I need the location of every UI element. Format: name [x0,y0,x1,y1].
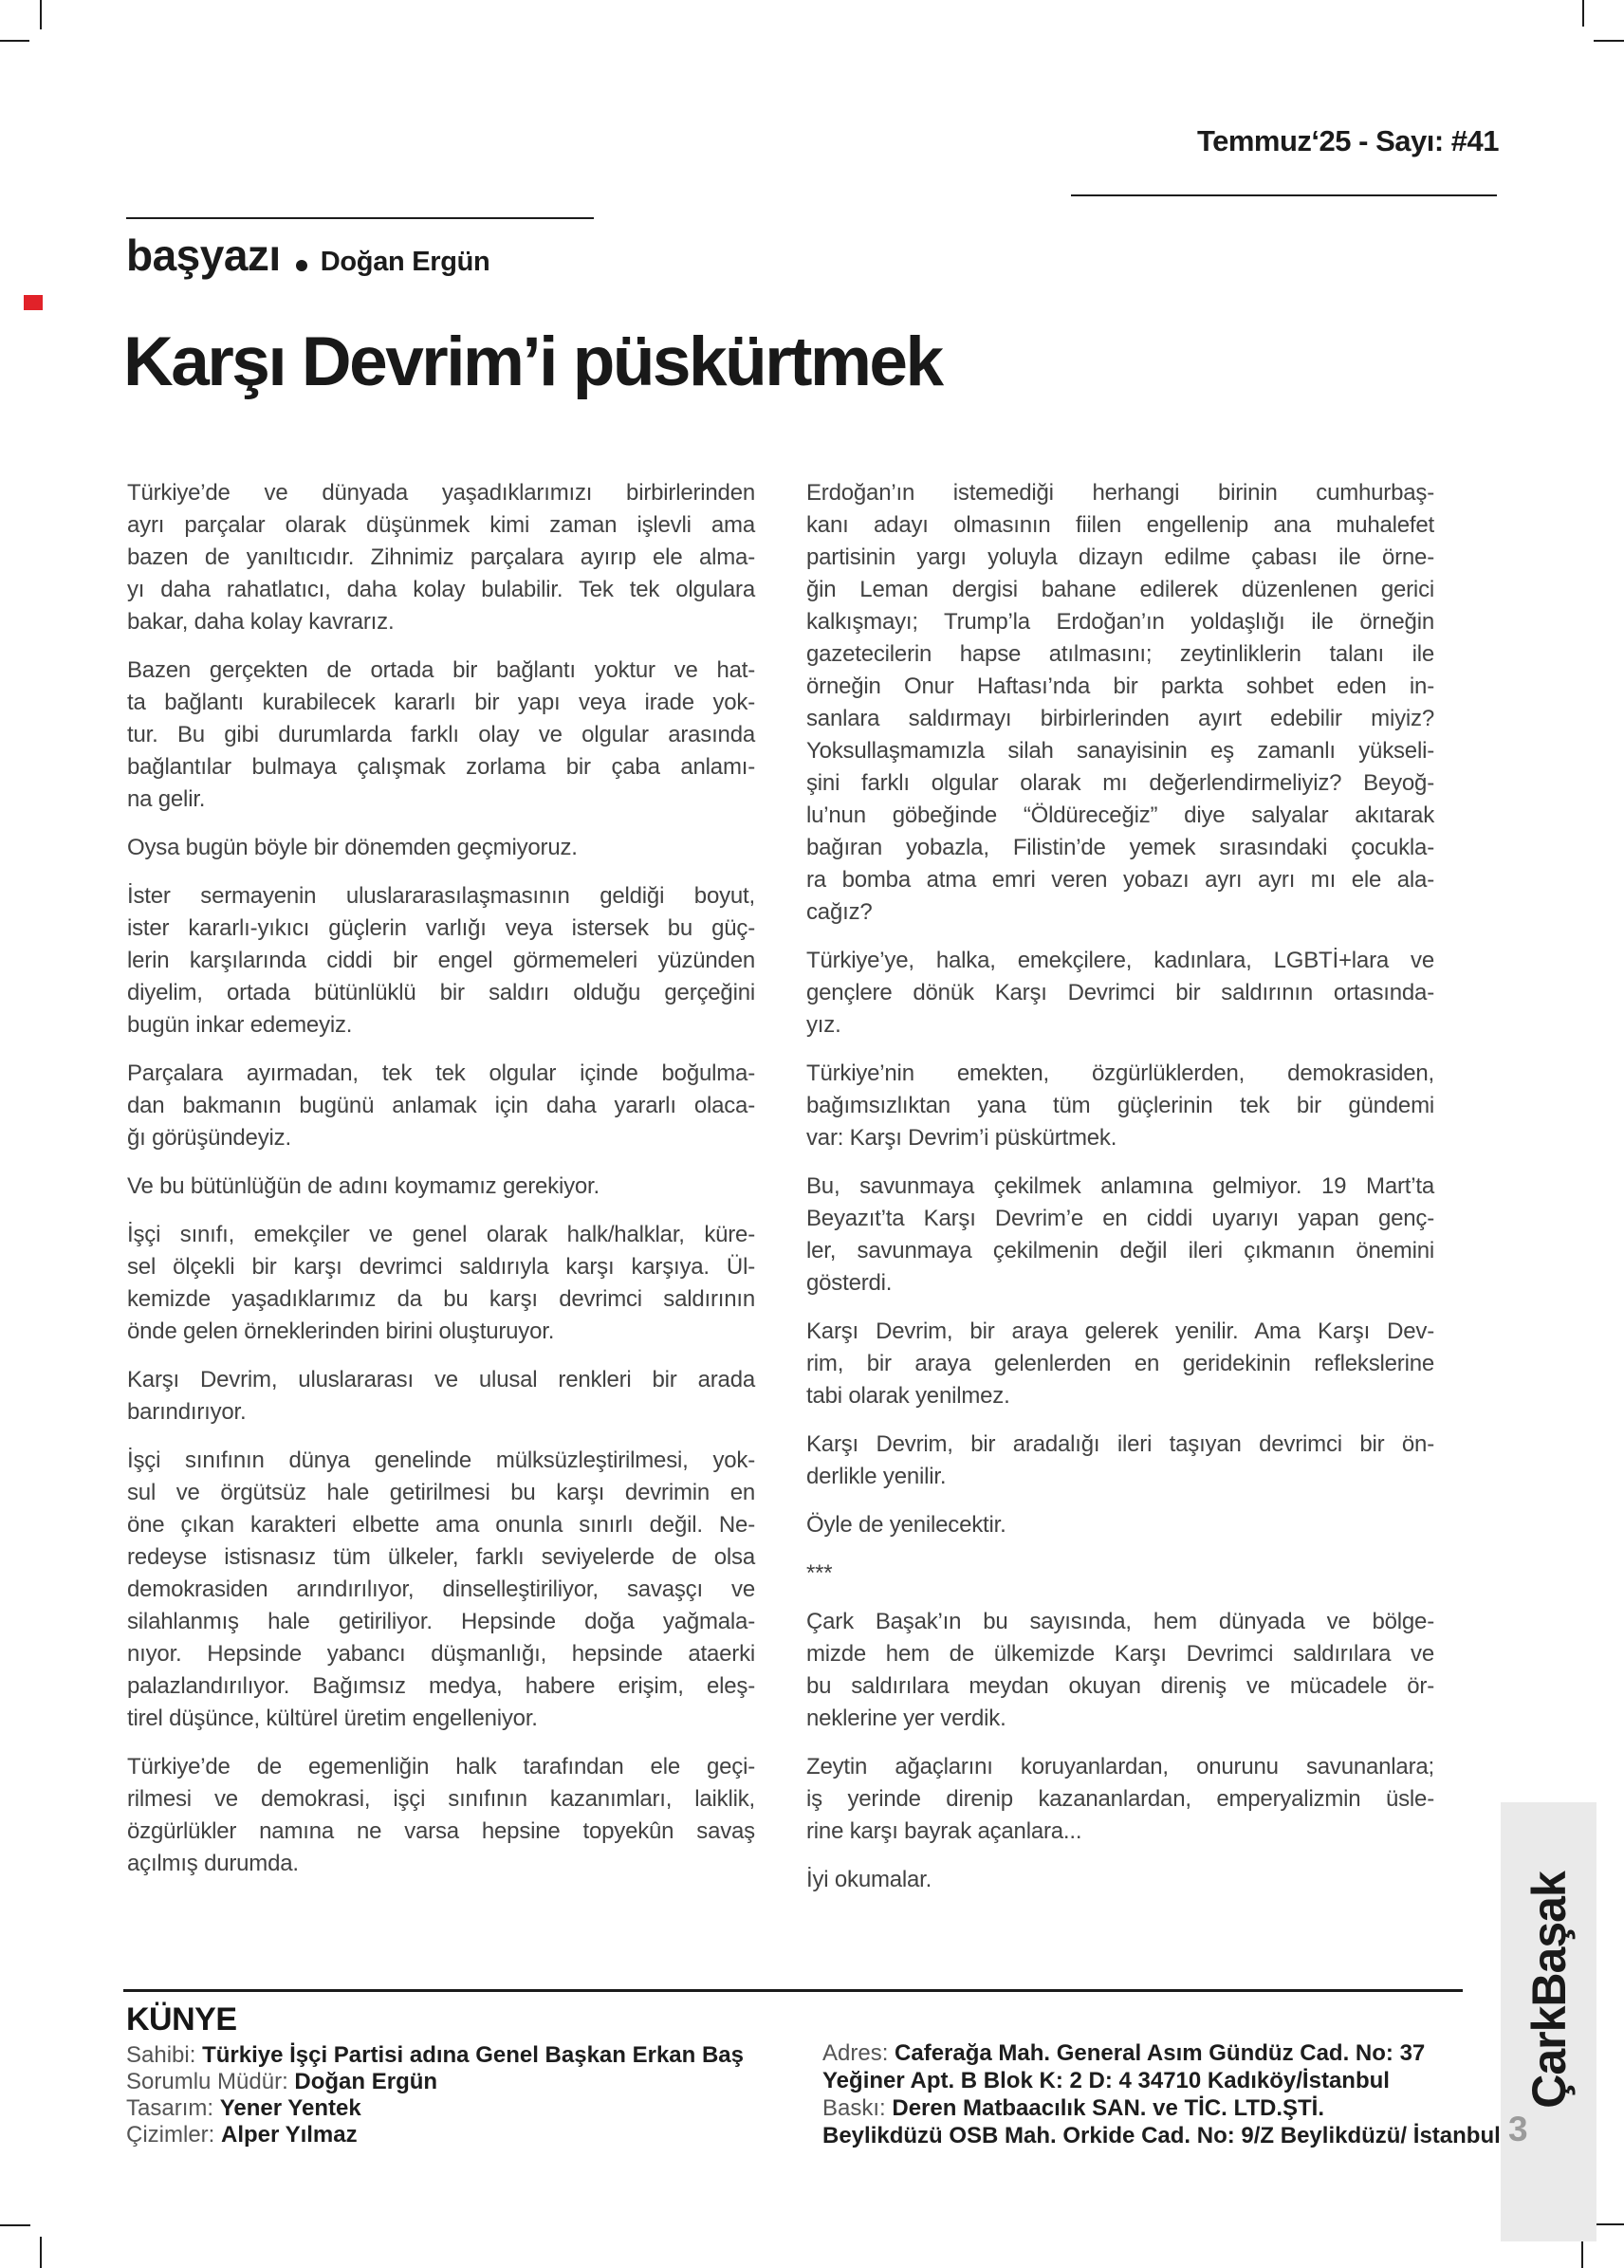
paragraph [806,1171,1434,1300]
credit-line [822,2094,1501,2122]
credit-label: Baskı: [822,2095,893,2121]
text-line: tabi olarak yenilmez. [806,1383,1010,1409]
paragraph [806,477,1434,929]
text-line: ta bağlantı kurabilecek kararlı bir yapı veya irade yok- [127,690,755,715]
issue-label: Temmuz‘25 - Sayı: #41 [1196,124,1499,157]
article-column-left [127,477,755,1912]
text-line: diyelim, ortada bütünlüklü bir saldırı olduğu gerçeğini [127,980,755,1005]
text-line: lerin karşılarında ciddi bir engel görmemeleri yüzünden [127,948,755,973]
credit-label: Sorumlu Müdür: [126,2069,295,2094]
paragraph [806,1058,1434,1154]
text-line: ister kararlı-yıkıcı güçlerin varlığı veya istersek bu güç- [127,915,755,941]
crop-mark-top-right-horizontal [1594,40,1624,42]
paragraph [127,1364,755,1429]
text-line: bu saldırılara meydan okuyan direniş ve mücadele ör- [806,1673,1434,1699]
text-line: bazen de yanıltıcıdır. Zihnimiz parçalara ayırıp ele alma- [127,544,755,570]
paragraph [127,1219,755,1348]
text-line: cağız? [806,899,873,925]
paragraph [127,1058,755,1154]
credit-line [126,2069,744,2095]
text-line: Bu, savunmaya çekilmek anlamına gelmiyor. 19 Mart’ta [806,1173,1434,1199]
text-line: Zeytin ağaçlarını koruyanlardan, onurunu savunanlara; [806,1754,1434,1779]
text-line: *** [806,1560,833,1586]
text-line: var: Karşı Devrim’i püskürtmek. [806,1125,1117,1151]
text-line: nıyor. Hepsinde yabancı düşmanlığı, hepsinde ataerki [127,1641,755,1667]
text-line: bakar, daha kolay kavrarız. [127,609,395,635]
text-line: kemizde yaşadıklarımız da bu karşı devrimci saldırının [127,1286,755,1312]
credit-value: Beylikdüzü OSB Mah. Orkide Cad. No: 9/Z Beylikdüzü/ İstanbul [822,2123,1501,2148]
text-line: kanı adayı olmasının fiilen engellenip ana muhalefet [806,512,1434,538]
credit-value: Yeğiner Apt. B Blok K: 2 D: 4 34710 Kadıköy/İstanbul [822,2068,1390,2093]
credit-line [126,2042,744,2069]
text-line: sanlara saldırmayı birbirlerinden ayırt edebilir miyiz? [806,706,1434,731]
text-line: İster sermayenin uluslararasılaşmasının geldiği boyut, [127,883,755,909]
page-number: 3 [1508,2110,1528,2148]
article-title: Karşı Devrim’i püskürtmek [123,323,942,400]
text-line: Oysa bugün böyle bir dönemden geçmiyoruz. [127,835,578,860]
credit-value: Caferağa Mah. General Asım Gündüz Cad. No: 37 [895,2040,1426,2066]
text-line: iş yerinde direnip kazananlardan, emperyalizmin üsle- [806,1786,1434,1812]
text-line: Beyazıt’ta Karşı Devrim’e en ciddi uyarıyı yapan genç- [806,1206,1434,1231]
text-line: özgürlükler namına ne varsa hepsine topyekûn savaş [127,1818,755,1844]
text-line: İyi okumalar. [806,1867,932,1892]
crop-mark-top-left-horizontal [0,40,29,42]
text-line: öne çıkan karakteri elbette ama onunla sınırlı değil. Ne- [127,1512,755,1538]
kunye-rule [123,1989,1463,1992]
paragraph [127,1751,755,1880]
paragraph [806,1429,1434,1493]
text-line: Ve bu bütünlüğün de adını koymamız gerekiyor. [127,1173,600,1199]
credit-line [822,2067,1501,2094]
text-line: tur. Bu gibi durumlarda farklı olay ve olgular arasında [127,722,755,747]
text-line: İşçi sınıfı, emekçiler ve genel olarak halk/halklar, küre- [127,1222,755,1247]
credit-label: Sahibi: [126,2042,203,2068]
section-rule [126,217,594,219]
text-line: ra bomba atma emri veren yobazı ayrı ayrı mı ele ala- [806,867,1434,893]
credit-label: Tasarım: [126,2095,220,2121]
text-line: açılmış durumda. [127,1851,299,1876]
text-line: gösterdi. [806,1270,893,1296]
text-line: Erdoğan’ın istemediği herhangi birinin cumhurbaş- [806,480,1434,506]
text-line: gençlere dönük Karşı Devrimci bir saldırının ortasında- [806,980,1434,1005]
paragraph [806,945,1434,1042]
text-line: ayrı parçalar olarak düşünmek kimi zaman işlevli ama [127,512,755,538]
text-line: ğin Leman dergisi bahane edilerek düzenlenen gerici [806,577,1434,602]
author-name: Doğan Ergün [320,247,490,277]
credit-line [126,2095,744,2122]
credit-value: Deren Matbaacılık SAN. ve TİC. LTD.ŞTİ. [892,2095,1325,2121]
credit-label: Çizimler: [126,2122,221,2148]
text-line: palazlandırılıyor. Bağımsız medya, habere erişim, eleş- [127,1673,755,1699]
text-line: sel ölçekli bir karşı devrimci saldırıyla karşı karşıya. Ül- [127,1254,755,1280]
text-line: bağıran yobazla, Filistin’de yemek sırasındaki çocukla- [806,835,1434,860]
kunye-heading: KÜNYE [126,2001,237,2038]
crop-mark-bottom-left-vertical [40,2237,42,2268]
red-accent-dash [24,295,43,310]
text-line: şini farklı olgular olarak mı değerlendirmeliyiz? Beyoğ- [806,770,1434,796]
text-line: bugün inkar edemeyiz. [127,1012,353,1038]
article-column-right [806,477,1434,1912]
paragraph [127,832,755,864]
text-line: demokrasiden arındırılıyor, dinselleştiriliyor, savaşçı ve [127,1577,755,1602]
text-line: tirel düşünce, kültürel üretim engelleniyor. [127,1706,538,1731]
text-line: ğı görüşündeyiz. [127,1125,291,1151]
text-line: kalkışmayı; Trump’la Erdoğan’ın yoldaşlığı ile örneğin [806,609,1434,635]
credit-label: Adres: [822,2040,895,2066]
paragraph [127,1445,755,1735]
text-line: yı daha rahatlatıcı, daha kolay bulabilir. Tek tek olgulara [127,577,755,602]
text-line: bağımsızlıktan yana tüm güçlerinin tek bir gündemi [806,1093,1434,1118]
text-line: önde gelen örneklerinden birini oluşturuyor. [127,1318,555,1344]
text-line: örneğin Onur Haftası’nda bir parkta sohbet eden in- [806,673,1434,699]
text-line: mizde hem de ülkemizde Karşı Devrimci saldırılara ve [806,1641,1434,1667]
crop-mark-bottom-right-horizontal [1594,2223,1624,2225]
text-line: partisinin yargı yoluyla dizayn edilme çabası ile örne- [806,544,1434,570]
text-line: Türkiye’ye, halka, emekçilere, kadınlara, LGBTİ+lara ve [806,948,1434,973]
text-line: na gelir. [127,786,206,812]
text-line: Bazen gerçekten de ortada bir bağlantı yoktur ve hat- [127,657,755,683]
text-line: Türkiye’nin emekten, özgürlüklerden, demokrasiden, [806,1060,1434,1086]
text-line: bağlantılar bulmaya çalışmak zorlama bir çaba anlamı- [127,754,755,780]
text-line: Öyle de yenilecektir. [806,1512,1006,1538]
credit-value: Alper Yılmaz [221,2122,358,2148]
text-line: Yoksullaşmamızla silah sanayisinin eş zamanlı yükseli- [806,738,1434,764]
text-line: rim, bir araya gelenlerden en geridekinin reflekslerine [806,1351,1434,1376]
text-line: Karşı Devrim, bir araya gelerek yenilir. Ama Karşı Dev- [806,1318,1434,1344]
paragraph [127,880,755,1042]
section-header [126,230,490,280]
text-line: lu’nun göbeğinde “Öldüreceğiz” diye salyalar akıtarak [806,802,1434,828]
text-line: Karşı Devrim, bir aradalığı ileri taşıyan devrimci bir ön- [806,1431,1434,1457]
paragraph [806,1509,1434,1541]
paragraph [127,477,755,638]
text-line: barındırıyor. [127,1399,247,1425]
kunye-credits [126,2042,744,2148]
text-line: Türkiye’de ve dünyada yaşadıklarımızı birbirlerinden [127,480,755,506]
paragraph [806,1606,1434,1735]
text-line: yız. [806,1012,841,1038]
article-body [127,477,1434,1912]
text-line: rilmesi ve demokrasi, işçi sınıfının kazanımları, laiklik, [127,1786,755,1812]
text-line: Parçalara ayırmadan, tek tek olgular içinde boğulma- [127,1060,755,1086]
credit-value: Doğan Ergün [294,2069,438,2094]
magazine-logo-vertical: ÇarkBaşak [1522,1871,1576,2109]
credit-line [126,2122,744,2148]
text-line: gazetecilerin hapse atılmasını; zeytinliklerin talanı ile [806,641,1434,667]
paragraph [806,1558,1434,1590]
section-separator-dot [296,260,307,271]
crop-mark-top-right-vertical [1582,0,1584,27]
text-line: Karşı Devrim, uluslararası ve ulusal renkleri bir arada [127,1367,755,1392]
text-line: rine karşı bayrak açanlara... [806,1818,1082,1844]
section-label: başyazı [126,230,281,280]
paragraph [127,1171,755,1203]
paragraph [806,1316,1434,1412]
text-line: Çark Başak’ın bu sayısında, hem dünyada ve bölge- [806,1609,1434,1634]
text-line: silahlanmış hale getiriliyor. Hepsinde doğa yağmala- [127,1609,755,1634]
crop-mark-bottom-left-horizontal [0,2224,30,2226]
text-line: Türkiye’de de egemenliğin halk tarafından ele geçi- [127,1754,755,1779]
credit-value: Türkiye İşçi Partisi adına Genel Başkan Erkan Baş [202,2042,744,2068]
crop-mark-top-left-vertical [40,0,42,29]
paragraph [806,1864,1434,1896]
kunye-address-block [822,2039,1501,2149]
credit-line [822,2039,1501,2067]
text-line: İşçi sınıfının dünya genelinde mülksüzleştirilmesi, yok- [127,1447,755,1473]
text-line: neklerine yer verdik. [806,1706,1006,1731]
text-line: ler, savunmaya çekilmenin değil ileri çıkmanın önemini [806,1238,1434,1263]
paragraph [127,655,755,816]
text-line: redeyse istisnasız tüm ülkeler, farklı seviyelerde de olsa [127,1544,755,1570]
text-line: derlikle yenilir. [806,1464,947,1489]
credit-line [822,2122,1501,2149]
paragraph [806,1751,1434,1848]
header-rule [1071,194,1497,196]
credit-value: Yener Yentek [219,2095,361,2121]
text-line: sul ve örgütsüz hale getirilmesi bu karşı devrimin en [127,1480,755,1505]
text-line: dan bakmanın bugünü anlamak için daha yararlı olaca- [127,1093,755,1118]
